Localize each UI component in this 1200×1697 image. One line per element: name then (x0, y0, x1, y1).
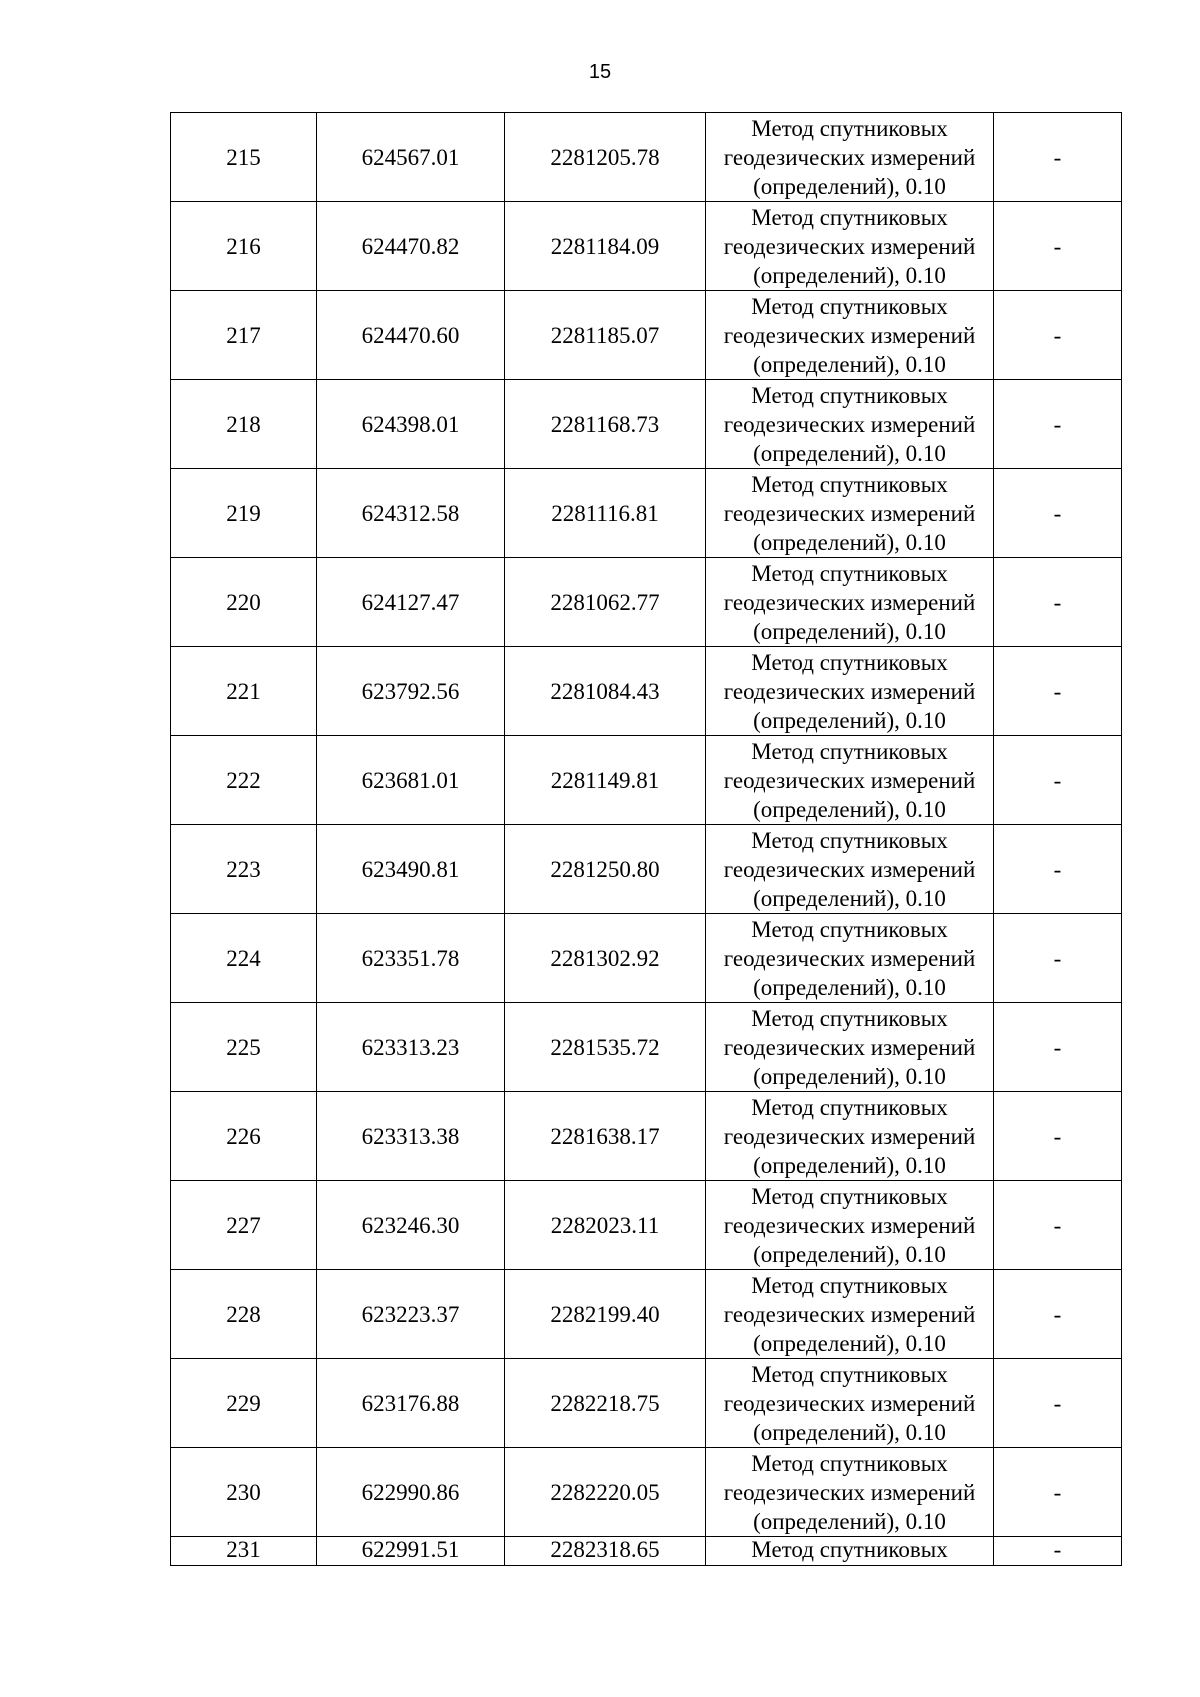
method-line: Метод спутниковых (751, 471, 948, 497)
method-line: Метод спутниковых (751, 115, 948, 141)
coordinates-table-body (171, 113, 1122, 1566)
method-line: геодезических измерений (723, 144, 976, 170)
table-row (171, 1448, 1122, 1537)
method-line: (определений), 0.10 (753, 1419, 946, 1445)
method-line: (определений), 0.10 (753, 1063, 946, 1089)
method-line: геодезических измерений (723, 1034, 976, 1060)
x-coordinate-cell: 623490.81 (317, 825, 505, 914)
method-line: геодезических измерений (723, 322, 976, 348)
method-line: (определений), 0.10 (753, 707, 946, 733)
x-coordinate-cell: 624470.60 (317, 291, 505, 380)
point-number-cell: 228 (171, 1270, 317, 1359)
table-row (171, 914, 1122, 1003)
table-row (171, 1359, 1122, 1448)
method-cell (706, 291, 994, 380)
table-row (171, 736, 1122, 825)
table-row (171, 202, 1122, 291)
method-cell (706, 113, 994, 202)
table-row (171, 558, 1122, 647)
method-line: Метод спутниковых (751, 1272, 948, 1298)
note-cell: - (994, 113, 1122, 202)
y-coordinate-cell: 2282220.05 (505, 1448, 706, 1537)
point-number-cell: 217 (171, 291, 317, 380)
y-coordinate-cell: 2281084.43 (505, 647, 706, 736)
method-line: геодезических измерений (723, 411, 976, 437)
method-line: Метод спутниковых (751, 1094, 948, 1120)
method-line: геодезических измерений (723, 589, 976, 615)
x-coordinate-cell: 623351.78 (317, 914, 505, 1003)
x-coordinate-cell: 623246.30 (317, 1181, 505, 1270)
method-line: Метод спутниковых (751, 204, 948, 230)
method-cell (706, 1448, 994, 1537)
note-cell: - (994, 736, 1122, 825)
method-line: геодезических измерений (723, 1123, 976, 1149)
note-cell: - (994, 1537, 1122, 1566)
y-coordinate-cell: 2281185.07 (505, 291, 706, 380)
method-line: (определений), 0.10 (753, 1330, 946, 1356)
method-line: Метод спутниковых (751, 1183, 948, 1209)
note-cell: - (994, 1181, 1122, 1270)
point-number-cell: 224 (171, 914, 317, 1003)
method-line: (определений), 0.10 (753, 1241, 946, 1267)
point-number-cell: 215 (171, 113, 317, 202)
method-line: (определений), 0.10 (753, 529, 946, 555)
point-number-cell: 226 (171, 1092, 317, 1181)
table-row (171, 825, 1122, 914)
y-coordinate-cell: 2282023.11 (505, 1181, 706, 1270)
point-number-cell: 220 (171, 558, 317, 647)
method-cell (706, 1359, 994, 1448)
method-cell (706, 380, 994, 469)
method-line: (определений), 0.10 (753, 1152, 946, 1178)
method-line: (определений), 0.10 (753, 974, 946, 1000)
method-cell (706, 825, 994, 914)
x-coordinate-cell: 623313.38 (317, 1092, 505, 1181)
x-coordinate-cell: 623223.37 (317, 1270, 505, 1359)
table-row (171, 380, 1122, 469)
x-coordinate-cell: 624567.01 (317, 113, 505, 202)
coordinates-table (170, 112, 1122, 1566)
note-cell: - (994, 469, 1122, 558)
method-line: Метод спутниковых (751, 382, 948, 408)
point-number-cell: 221 (171, 647, 317, 736)
point-number-cell: 216 (171, 202, 317, 291)
point-number-cell: 222 (171, 736, 317, 825)
method-cell (706, 202, 994, 291)
method-line: (определений), 0.10 (753, 618, 946, 644)
method-line: геодезических измерений (723, 1390, 976, 1416)
table-row (171, 113, 1122, 202)
table-row (171, 1092, 1122, 1181)
x-coordinate-cell: 624127.47 (317, 558, 505, 647)
y-coordinate-cell: 2282318.65 (505, 1537, 706, 1566)
x-coordinate-cell: 623313.23 (317, 1003, 505, 1092)
y-coordinate-cell: 2281168.73 (505, 380, 706, 469)
x-coordinate-cell: 622990.86 (317, 1448, 505, 1537)
method-line: Метод спутниковых (751, 738, 948, 764)
y-coordinate-cell: 2281205.78 (505, 113, 706, 202)
method-cell (706, 914, 994, 1003)
point-number-cell: 230 (171, 1448, 317, 1537)
method-cell (706, 1537, 994, 1566)
note-cell: - (994, 825, 1122, 914)
x-coordinate-cell: 624312.58 (317, 469, 505, 558)
table-row (171, 647, 1122, 736)
page-number: 15 (588, 61, 612, 83)
x-coordinate-cell: 624398.01 (317, 380, 505, 469)
method-line: Метод спутниковых (751, 560, 948, 586)
x-coordinate-cell: 623792.56 (317, 647, 505, 736)
y-coordinate-cell: 2282218.75 (505, 1359, 706, 1448)
method-line: геодезических измерений (723, 856, 976, 882)
table-row (171, 1003, 1122, 1092)
y-coordinate-cell: 2282199.40 (505, 1270, 706, 1359)
method-line: геодезических измерений (723, 1301, 976, 1327)
note-cell: - (994, 1003, 1122, 1092)
note-cell: - (994, 647, 1122, 736)
method-line: геодезических измерений (723, 233, 976, 259)
x-coordinate-cell: 624470.82 (317, 202, 505, 291)
point-number-cell: 219 (171, 469, 317, 558)
method-line: геодезических измерений (723, 678, 976, 704)
method-cell (706, 1181, 994, 1270)
y-coordinate-cell: 2281149.81 (505, 736, 706, 825)
method-line: Метод спутниковых (751, 1450, 948, 1476)
point-number-cell: 227 (171, 1181, 317, 1270)
method-cell (706, 1092, 994, 1181)
note-cell: - (994, 914, 1122, 1003)
method-line: Метод спутниковых (751, 1537, 948, 1562)
method-line: Метод спутниковых (751, 293, 948, 319)
note-cell: - (994, 1092, 1122, 1181)
method-line: (определений), 0.10 (753, 173, 946, 199)
y-coordinate-cell: 2281638.17 (505, 1092, 706, 1181)
method-line: Метод спутниковых (751, 1005, 948, 1031)
note-cell: - (994, 202, 1122, 291)
point-number-cell: 218 (171, 380, 317, 469)
y-coordinate-cell: 2281535.72 (505, 1003, 706, 1092)
method-line: геодезических измерений (723, 500, 976, 526)
point-number-cell: 229 (171, 1359, 317, 1448)
method-line: геодезических измерений (723, 1212, 976, 1238)
y-coordinate-cell: 2281062.77 (505, 558, 706, 647)
method-line: Метод спутниковых (751, 649, 948, 675)
method-cell (706, 1270, 994, 1359)
method-cell (706, 558, 994, 647)
table-row (171, 291, 1122, 380)
method-line: (определений), 0.10 (753, 796, 946, 822)
method-line: (определений), 0.10 (753, 351, 946, 377)
table-row (171, 1537, 1122, 1566)
method-line: геодезических измерений (723, 767, 976, 793)
method-cell (706, 469, 994, 558)
method-cell (706, 647, 994, 736)
method-line: геодезических измерений (723, 945, 976, 971)
method-line: (определений), 0.10 (753, 440, 946, 466)
method-line: Метод спутниковых (751, 1361, 948, 1387)
y-coordinate-cell: 2281116.81 (505, 469, 706, 558)
method-line: (определений), 0.10 (753, 262, 946, 288)
note-cell: - (994, 1270, 1122, 1359)
note-cell: - (994, 291, 1122, 380)
note-cell: - (994, 1359, 1122, 1448)
note-cell: - (994, 558, 1122, 647)
method-line: (определений), 0.10 (753, 885, 946, 911)
x-coordinate-cell: 622991.51 (317, 1537, 505, 1566)
x-coordinate-cell: 623681.01 (317, 736, 505, 825)
table-row (171, 469, 1122, 558)
table-row (171, 1181, 1122, 1270)
x-coordinate-cell: 623176.88 (317, 1359, 505, 1448)
method-line: геодезических измерений (723, 1479, 976, 1505)
method-line: Метод спутниковых (751, 827, 948, 853)
note-cell: - (994, 380, 1122, 469)
point-number-cell: 231 (171, 1537, 317, 1566)
y-coordinate-cell: 2281250.80 (505, 825, 706, 914)
note-cell: - (994, 1448, 1122, 1537)
y-coordinate-cell: 2281184.09 (505, 202, 706, 291)
method-line: Метод спутниковых (751, 916, 948, 942)
method-cell (706, 736, 994, 825)
y-coordinate-cell: 2281302.92 (505, 914, 706, 1003)
table-row (171, 1270, 1122, 1359)
point-number-cell: 223 (171, 825, 317, 914)
point-number-cell: 225 (171, 1003, 317, 1092)
method-cell (706, 1003, 994, 1092)
method-line: (определений), 0.10 (753, 1508, 946, 1534)
